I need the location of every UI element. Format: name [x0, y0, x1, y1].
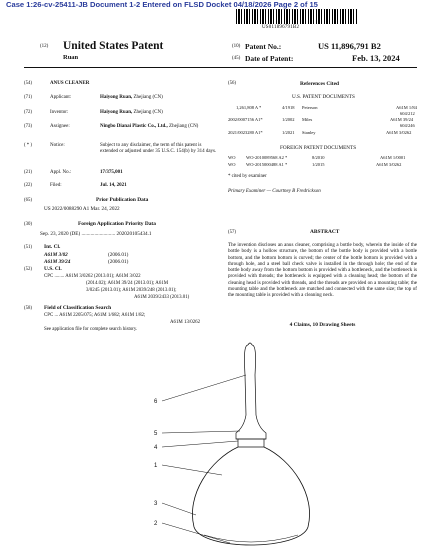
foreign-ref-country: WO [228, 155, 236, 160]
us-ref-name: Stanley [302, 130, 316, 135]
cited-note: * cited by examiner [228, 174, 267, 179]
biblio-label: Notice: [50, 143, 65, 148]
patent-title: United States Patent [63, 40, 164, 52]
biblio-code: (54) [24, 81, 32, 86]
inventor-surname: Ruan [63, 54, 79, 61]
figure-label: 1 [154, 463, 158, 469]
figure-label: 6 [154, 399, 158, 405]
patent-barcode [236, 9, 358, 24]
field-search-code: (58) [24, 306, 32, 311]
abstract-text: The invention discloses an anus cleaner, comprising a bottle body, wherein the inside of the bottle body is a hollow structure, the bottom of the bottle body is provided with a bottle bottom, and the bottom bottom is curved; the center of the bottle bottom is provided with a through hole, and a steel ball check valve is installed in the through hole; the end of the bottle body away from the bottom bottom is provided with a bottleneck, and the bottleneck is provided with threads; the bottleneck is equipped with a cleaning head; the bottom of the cleaning head is provided with threads, and the threads are provided on a mounting table; the mounting table and the bottleneck are matched and connected with the same size; the top of the mounting table is provided with a cleaning neck. [228, 242, 417, 299]
figure-label: 4 [154, 445, 158, 451]
int-cl-label: Int. Cl. [44, 244, 61, 250]
us-ref-no: 2002/0007156 A1* [228, 117, 263, 122]
biblio-applicant-row [24, 95, 219, 109]
prior-pub-title: Prior Publication Data [96, 197, 149, 203]
date-code: (45) [232, 56, 241, 61]
us-ref-cont: 604/246 [400, 123, 415, 128]
patent-date: Feb. 13, 2024 [352, 53, 400, 63]
us-ref-class: A61M 39/24 [390, 117, 414, 122]
header-code: (12) [40, 44, 49, 49]
us-ref-no: 1,261,808 A * [236, 105, 262, 110]
biblio-value: 17/375,001 [100, 170, 123, 175]
biblio-label: Appl. No.: [50, 170, 72, 175]
references-title: References Cited [300, 81, 339, 87]
foreign-ref-class: A61M 1/0001 [380, 155, 406, 160]
claims-line: 4 Claims, 10 Drawing Sheets [289, 322, 356, 328]
foreign-ref-country: WO [228, 162, 236, 167]
biblio-code: (22) [24, 183, 32, 188]
biblio-label: Filed: [50, 183, 62, 188]
invention-title: ANUS CLEANER [50, 81, 90, 86]
us-ref-no: 2021/0023280 A1* [228, 130, 263, 135]
biblio-code: (73) [24, 124, 32, 129]
int-cl-code: (51) [24, 245, 32, 250]
biblio-value: Jul. 14, 2021 [100, 183, 127, 188]
us-ref-name: Peterson [302, 105, 318, 110]
biblio-value: Haiyong Ruan, Zhejiang (CN) [100, 110, 163, 115]
biblio-label: Assignee: [50, 124, 70, 129]
abstract-code: (57) [228, 230, 236, 235]
court-filing-header: Case 1:26-cv-25411-JB Document 1-2 Entered on FLSD Docket 04/18/2026 Page 2 of 15 [6, 0, 318, 9]
foreign-ref-no: WO-2015000488 A1 * [246, 162, 288, 167]
cpc-line: CPC ........ A61M 3/0262 (2013.01); A61M 3/022 [44, 274, 141, 279]
patent-no-code: (10) [232, 44, 241, 49]
date-label: Date of Patent: [245, 54, 294, 63]
biblio-inventor-row [24, 110, 219, 124]
foreign-ref-class: A61M 3/0262 [376, 162, 402, 167]
us-docs-title: U.S. PATENT DOCUMENTS [292, 94, 355, 100]
foreign-priority-row: Sep. 23, 2020 (DE) .......................... 202020105434.1 [40, 231, 152, 237]
us-ref-class: A61M 1/84 [396, 105, 417, 110]
anus-cleaner-drawing [150, 335, 330, 557]
biblio-filed-row [24, 183, 219, 197]
prior-pub-row: US 2022/0088290 A1 Mar. 24, 2022 [44, 206, 120, 212]
foreign-priority-code: (30) [24, 222, 32, 227]
biblio-code: (71) [24, 95, 32, 100]
us-ref-date: 4/1918 [282, 105, 295, 110]
field-search-line: See application file for complete search history. [44, 327, 138, 332]
prior-pub-code: (65) [24, 198, 32, 203]
field-search-line: A61M 13/0262 [170, 320, 201, 325]
biblio-code: ( * ) [24, 143, 32, 148]
us-ref-name: Miles [302, 117, 313, 122]
patent-no-label: Patent No.: [245, 42, 282, 51]
foreign-ref-date: 1/2015 [312, 162, 325, 167]
primary-examiner: Primary Examiner — Courtney B Fredrickson [228, 189, 321, 194]
int-cl-class: A61M 3/02 [44, 252, 68, 258]
foreign-ref-no: WO-2010089568 A2 * [246, 155, 288, 160]
biblio-appl-row [24, 170, 219, 184]
us-cl-code: (52) [24, 267, 32, 272]
cpc-line: (2014.02); A61M 39/24 (2013.01); A61M [86, 281, 169, 286]
references-code: (56) [228, 81, 236, 86]
biblio-code: (72) [24, 110, 32, 115]
field-search-line: CPC ... A61M 2205/075; A61M 1/682; A61M 1/82; [44, 313, 146, 318]
cpc-line: A61M 2039/2433 (2013.01) [134, 295, 190, 300]
int-cl-class: A61M 39/24 [44, 259, 71, 265]
biblio-title-row [24, 81, 219, 95]
biblio-value: Ningbo Dianai Plastic Co., Ltd., Zhejiang (CN) [100, 124, 199, 129]
int-cl-date: (2006.01) [108, 252, 129, 258]
figure-label: 2 [154, 521, 158, 527]
us-ref-cont: 604/212 [400, 111, 415, 116]
figure-label: 3 [154, 501, 158, 507]
field-search-title: Field of Classification Search [44, 305, 112, 311]
biblio-value: Haiyong Ruan, Zhejiang (CN) [100, 95, 163, 100]
foreign-ref-date: 8/2010 [312, 155, 325, 160]
figure-label: 5 [154, 431, 158, 437]
biblio-code: (21) [24, 170, 32, 175]
cpc-line: 3/0245 (2013.01); A61M 2039/248 (2013.01); [86, 288, 177, 293]
us-ref-class: A61M 3/0262 [386, 130, 412, 135]
abstract-title: ABSTRACT [310, 229, 340, 235]
foreign-docs-title: FOREIGN PATENT DOCUMENTS [280, 145, 357, 151]
header-divider [24, 67, 417, 68]
biblio-value: Subject to any disclaimer, the term of this patent is extended or adjusted under 35 U.S.C. 154(b) by 314 days. [100, 143, 217, 154]
biblio-label: Inventor: [50, 110, 69, 115]
biblio-label: Applicant: [50, 95, 72, 100]
barcode-number: US011896791B2 [262, 25, 300, 30]
int-cl-date: (2006.01) [108, 259, 129, 265]
patent-number: US 11,896,791 B2 [318, 41, 381, 51]
biblio-notice-row [24, 143, 219, 167]
us-cl-label: U.S. Cl. [44, 266, 62, 272]
us-ref-date: 1/2002 [282, 117, 295, 122]
biblio-assignee-row [24, 124, 219, 142]
us-ref-date: 1/2021 [282, 130, 295, 135]
foreign-priority-title: Foreign Application Priority Data [78, 221, 156, 227]
